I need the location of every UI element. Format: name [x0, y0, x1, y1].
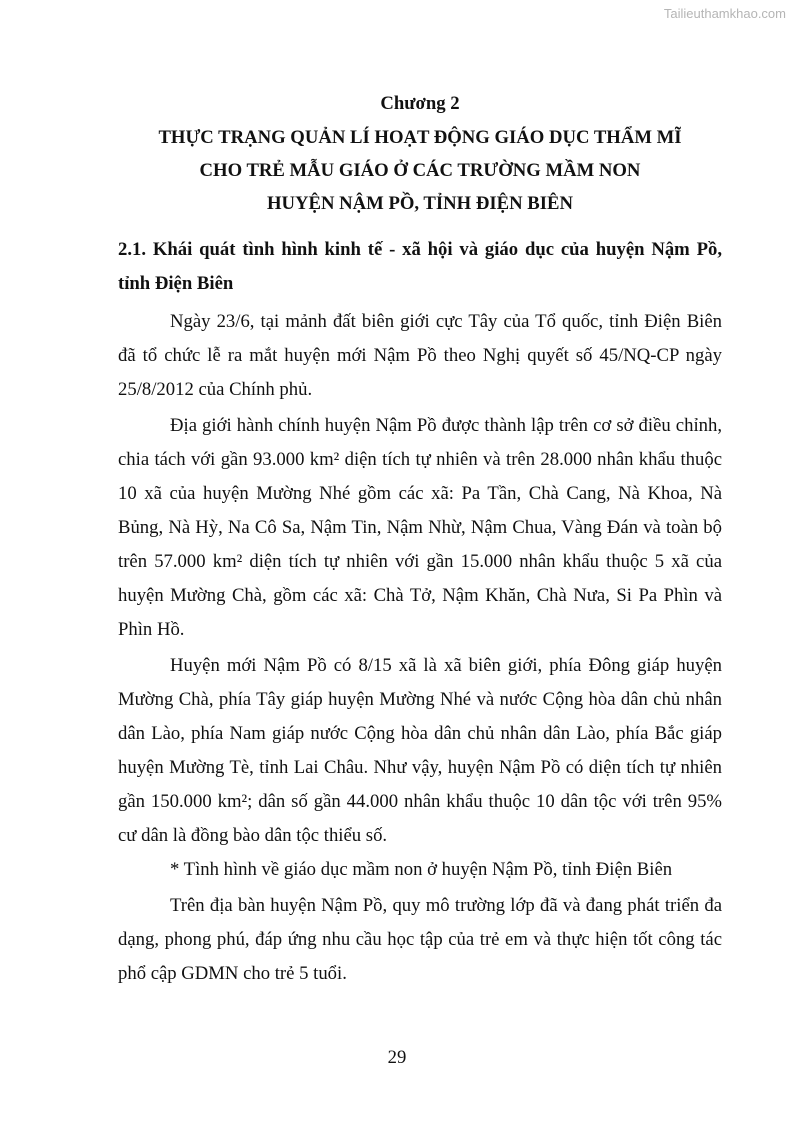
- paragraph-line: phổ cập GDMN cho trẻ 5 tuổi.: [118, 963, 347, 984]
- chapter-title-line: HUYỆN NẬM PỒ, TỈNH ĐIỆN BIÊN: [267, 193, 573, 214]
- paragraph-line: cư dân là đồng bào dân tộc thiểu số.: [118, 825, 388, 846]
- paragraph-line: Ngày 23/6, tại mảnh đất biên giới cực Tây của Tổ quốc, tỉnh Điện Biên: [170, 311, 722, 332]
- paragraph-line: Bủng, Nà Hỳ, Na Cô Sa, Nậm Tin, Nậm Nhừ, Nậm Chua, Vàng Đán và toàn bộ: [118, 517, 722, 538]
- paragraph-line: Mường Chà, phía Tây giáp huyện Mường Nhé và nước Cộng hòa dân chủ nhân: [118, 689, 722, 710]
- section-heading: tỉnh Điện Biên: [118, 273, 234, 294]
- paragraph-line: Trên địa bàn huyện Nậm Pồ, quy mô trường lớp đã và đang phát triển đa: [170, 895, 722, 916]
- chapter-label: Chương 2: [380, 93, 460, 114]
- paragraph-line: 25/8/2012 của Chính phủ.: [118, 379, 313, 400]
- page-number: 29: [387, 1047, 407, 1068]
- paragraph-line: * Tình hình về giáo dục mầm non ở huyện Nậm Pồ, tỉnh Điện Biên: [170, 859, 673, 880]
- paragraph-line: dân Lào, phía Nam giáp nước Cộng hòa dân chủ nhân dân Lào, phía Bắc giáp: [118, 723, 722, 744]
- paragraph-line: huyện Mường Tè, tỉnh Lai Châu. Như vậy, huyện Nậm Pồ có diện tích tự nhiên: [118, 757, 722, 778]
- paragraph-line: Huyện mới Nậm Pồ có 8/15 xã là xã biên giới, phía Đông giáp huyện: [170, 655, 722, 676]
- chapter-title-line: THỰC TRẠNG QUẢN LÍ HOẠT ĐỘNG GIÁO DỤC THẨM MĨ: [158, 127, 682, 148]
- paragraph-line: trên 57.000 km² diện tích tự nhiên với gần 15.000 nhân khẩu thuộc 5 xã của: [118, 551, 722, 572]
- paragraph-line: chia tách với gần 93.000 km² diện tích tự nhiên và trên 28.000 nhân khẩu thuộc: [118, 449, 722, 470]
- paragraph-line: đã tổ chức lễ ra mắt huyện mới Nậm Pồ theo Nghị quyết số 45/NQ-CP ngày: [118, 345, 722, 366]
- paragraph-line: 10 xã của huyện Mường Nhé gồm các xã: Pa Tần, Chà Cang, Nà Khoa, Nà: [118, 483, 722, 504]
- paragraph-line: Địa giới hành chính huyện Nậm Pồ được thành lập trên cơ sở điều chỉnh,: [170, 415, 722, 436]
- paragraph-line: gần 150.000 km²; dân số gần 44.000 nhân khẩu thuộc 10 dân tộc với trên 95%: [118, 791, 722, 812]
- watermark: Tailieuthamkhao.com: [663, 6, 786, 21]
- section-heading: 2.1. Khái quát tình hình kinh tế - xã hội và giáo dục của huyện Nậm Pồ,: [118, 239, 722, 260]
- chapter-title-line: CHO TRẺ MẪU GIÁO Ở CÁC TRƯỜNG MẦM NON: [199, 160, 641, 181]
- paragraph-line: dạng, phong phú, đáp ứng nhu cầu học tập của trẻ em và thực hiện tốt công tác: [118, 929, 722, 950]
- paragraph-line: Phìn Hồ.: [118, 619, 185, 640]
- paragraph-line: huyện Mường Chà, gồm các xã: Chà Tở, Nậm Khăn, Chà Nưa, Si Pa Phìn và: [118, 585, 722, 606]
